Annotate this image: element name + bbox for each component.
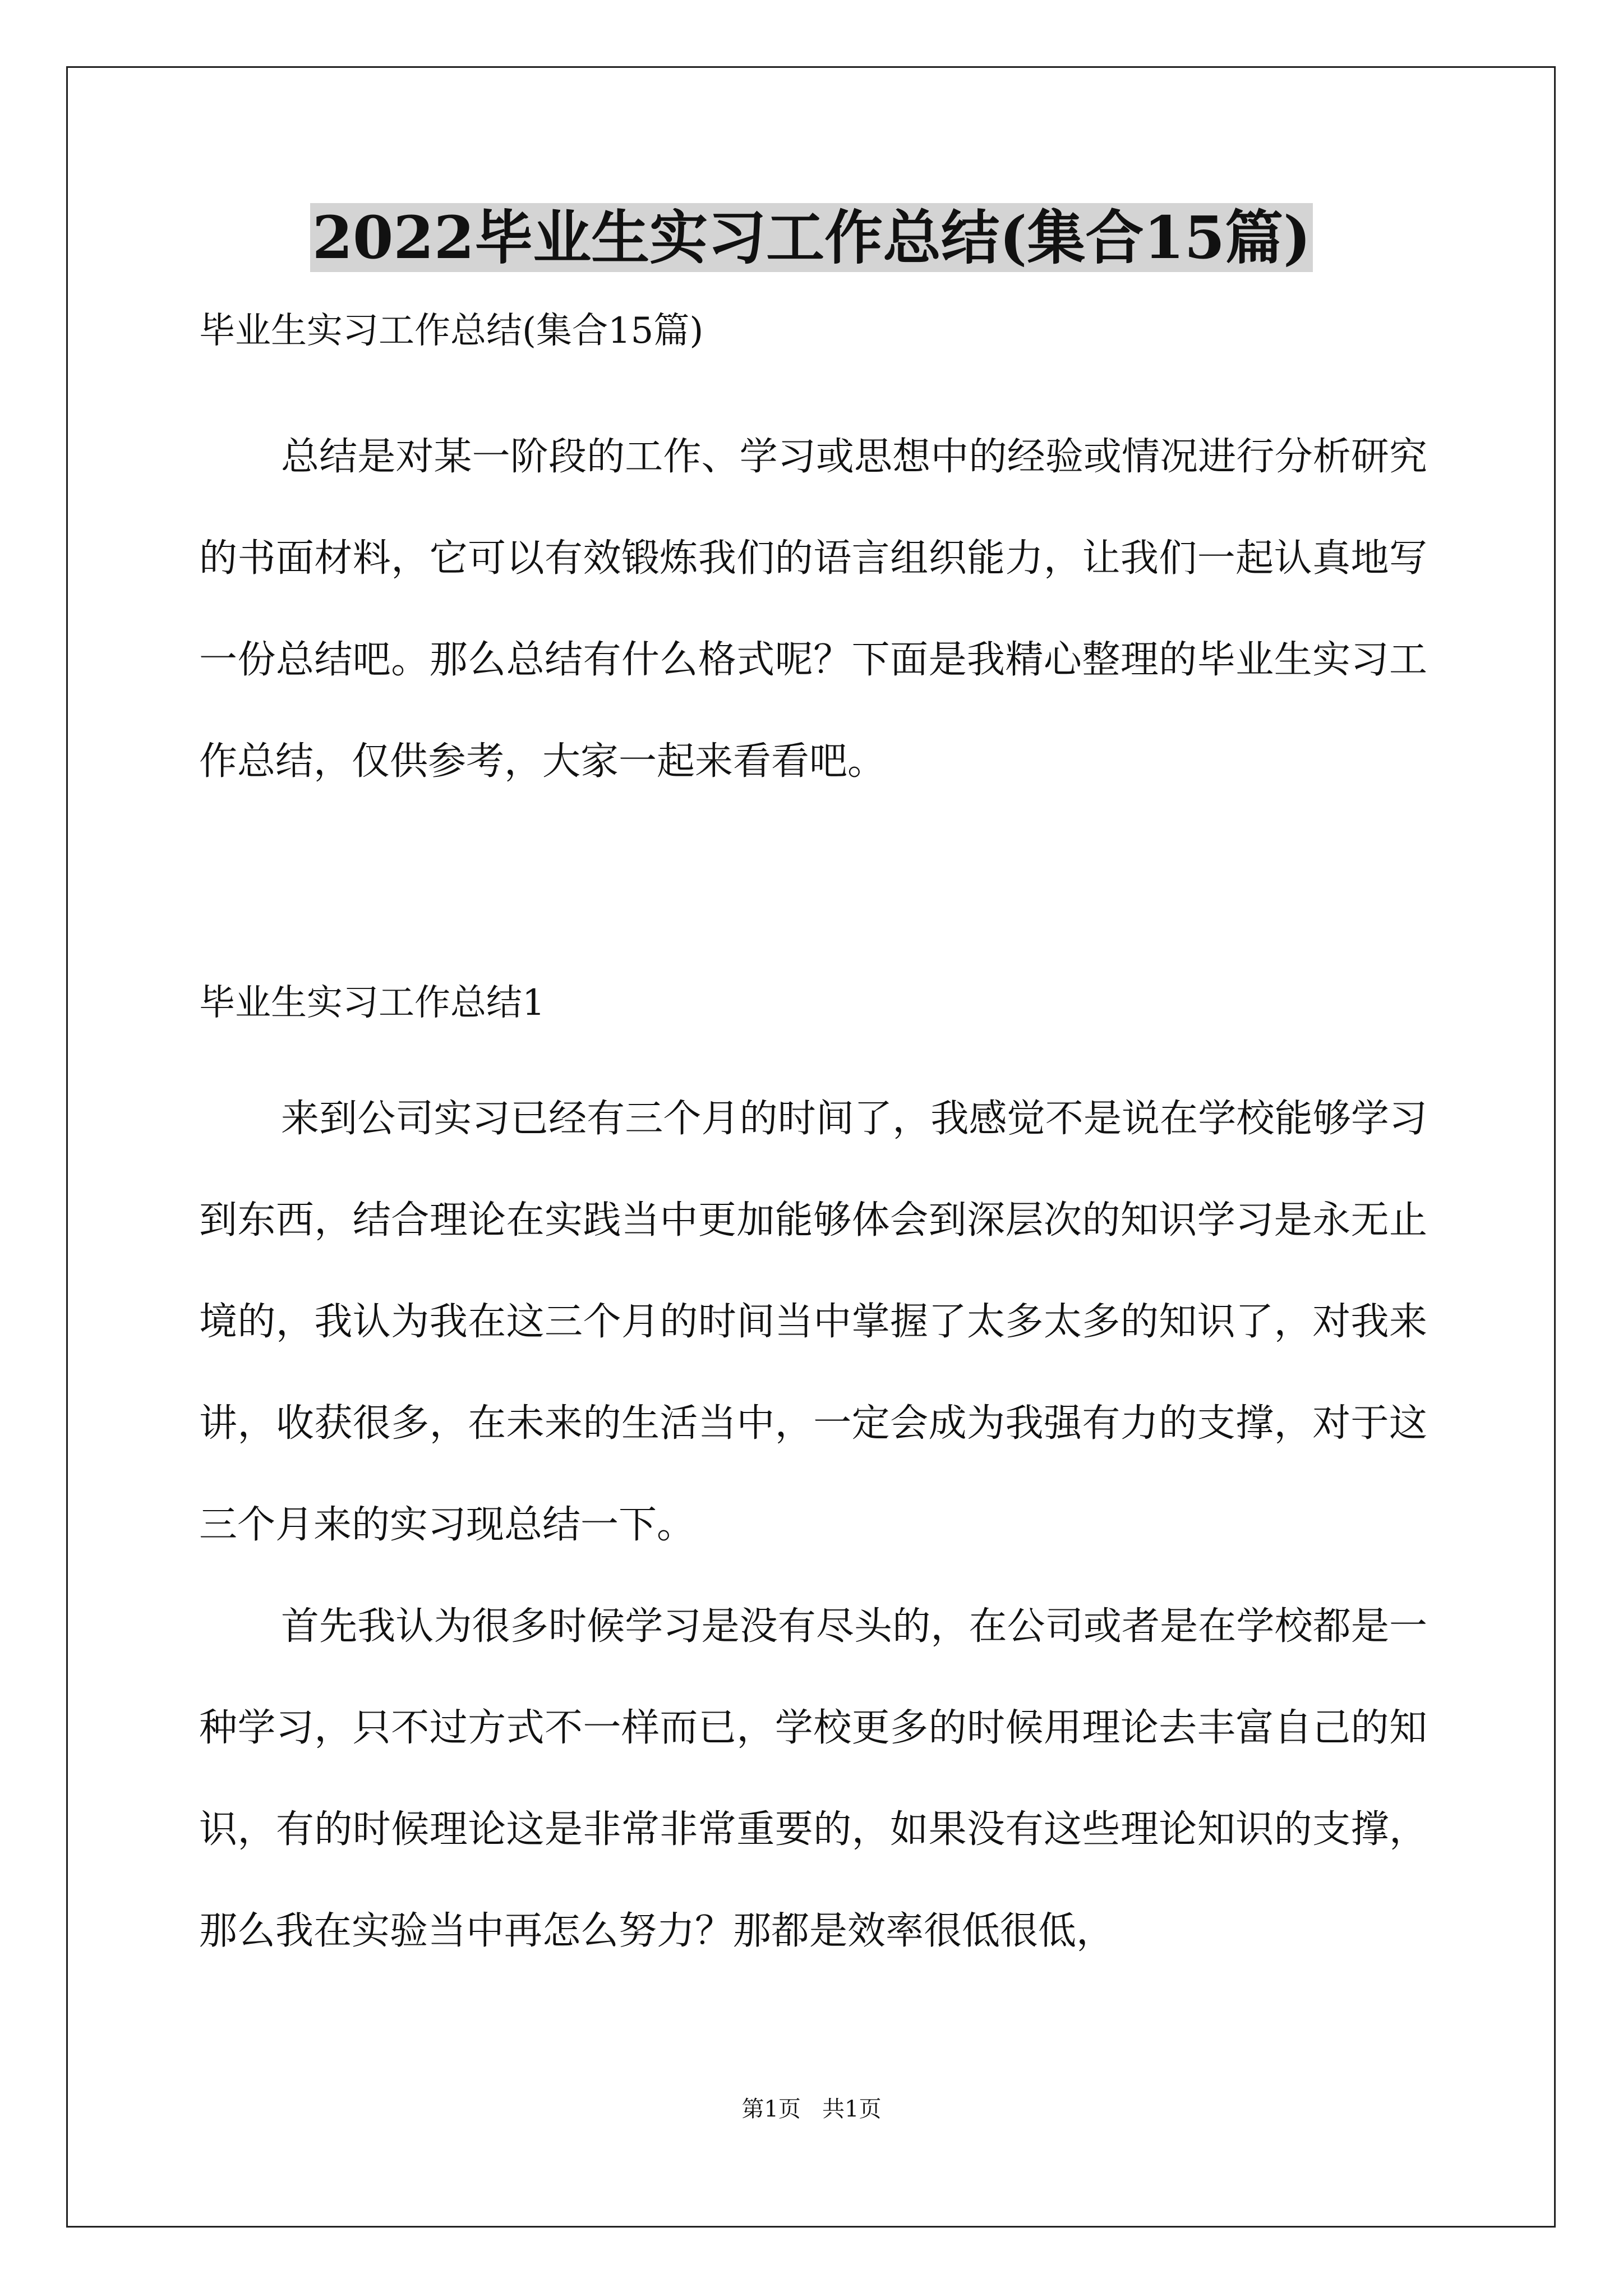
body-paragraph-1: 来到公司实习已经有三个月的时间了，我感觉不是说在学校能够学习到东西，结合理论在实践当中更加能够体会到深层次的知识学习是永无止境的，我认为我在这三个月的时间当中掌握了太多太多的知识了，对我来讲，收获很多，在未来的生活当中，一定会成为我强有力的支撑，对于这三个月来的实习现总结一下。 [199,1097,1427,1547]
document-subtitle: 毕业生实习工作总结(集合15篇) [199,310,704,352]
spacer [199,812,1427,975]
spacer [199,1031,1427,1068]
spacer [199,359,1427,406]
document-title [0,197,1623,278]
document-body [199,303,1427,1982]
page-footer: 第1页 共1页 [741,2096,882,2122]
intro-paragraph: 总结是对某一阶段的工作、学习或思想中的经验或情况进行分析研究的书面材料，它可以有效锻炼我们的语言组织能力，让我们一起认真地写一份总结吧。那么总结有什么格式呢？下面是我精心整理的毕业生实习工作总结，仅供参考，大家一起来看看吧。 [199,435,1427,784]
document-title-text: 2022毕业生实习工作总结(集合15篇) [310,203,1313,272]
section-heading: 毕业生实习工作总结1 [199,982,545,1024]
body-paragraph-2: 首先我认为很多时候学习是没有尽头的，在公司或者是在学校都是一种学习，只不过方式不一样而已，学校更多的时候用理论去丰富自己的知识，有的时候理论这是非常非常重要的，如果没有这些理论知识的支撑，那么我在实验当中再怎么努力？那都是效率很低很低， [199,1604,1427,1953]
